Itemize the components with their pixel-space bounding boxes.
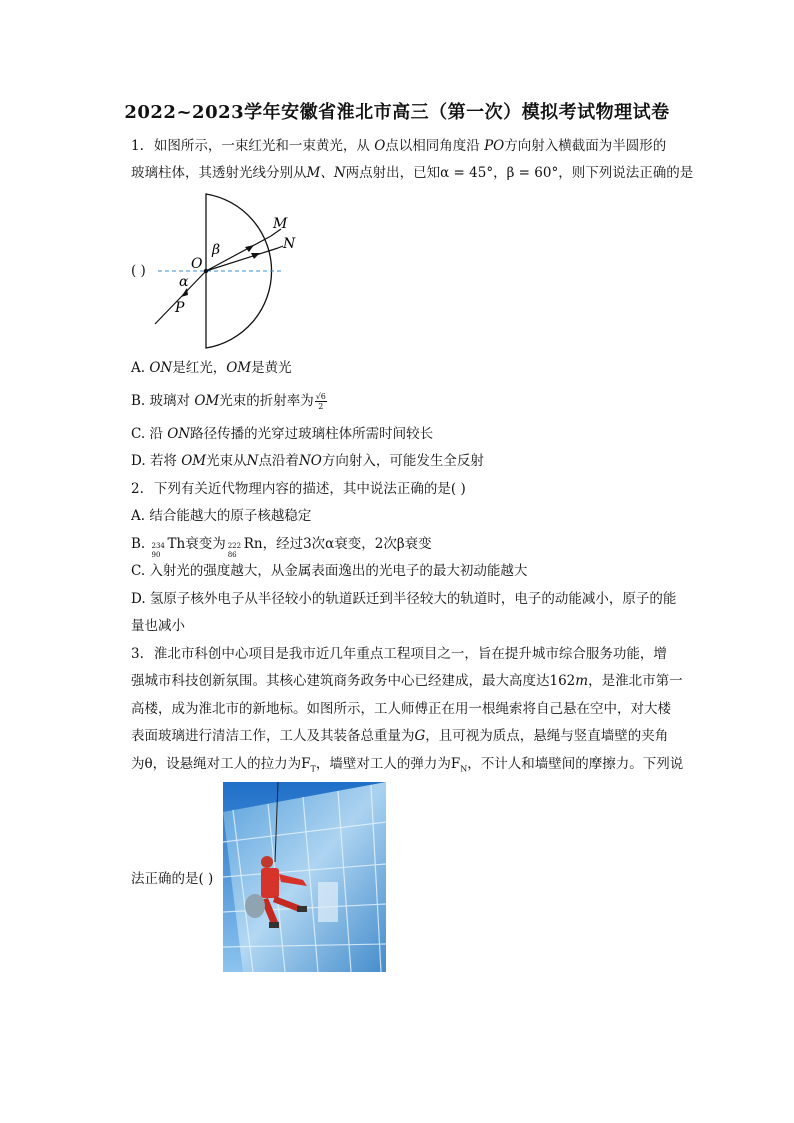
label-P: P (175, 300, 185, 316)
option-text: 是红光， (172, 360, 227, 376)
q1-text: 玻璃柱体，其透射光线分别从 (131, 165, 307, 181)
label-alpha: α (179, 274, 189, 290)
q2-stem (131, 479, 466, 499)
var-N: N (246, 453, 259, 469)
q1-text: 方向射入横截面为半圆形的 (504, 138, 667, 154)
refraction-diagram (143, 192, 323, 352)
q3-line1 (131, 644, 667, 664)
mass-number: 222 (227, 541, 242, 550)
q2-option-a: A. 结合能越大的原子核越稳定 (131, 508, 312, 524)
q1-number: 1. (131, 138, 144, 154)
var-OM: OM (194, 393, 220, 409)
height-value: 162 (549, 673, 576, 689)
q2-option-d-line2: 量也减小 (131, 618, 185, 634)
q3-text: 淮北市科创中心项目是我市近几年重点工程项目之一，旨在提升城市综合服务功能，增 (153, 646, 667, 662)
q3-text: 表面玻璃进行清洁工作，工人及其装备总重量为 (131, 728, 415, 744)
var-G: G (414, 728, 426, 744)
q2-number: 2. (131, 481, 144, 497)
option-text: 路径传播的光穿过玻璃柱体所需时间较长 (190, 426, 434, 442)
q1-option-d (131, 451, 484, 471)
q3-text: ，墙壁对工人的弹力为F (315, 756, 461, 772)
fraction-sqrt6-over-2 (315, 392, 327, 411)
q2-text: 下列有关近代物理内容的描述，其中说法正确的是( ) (153, 481, 466, 497)
option-text: 若将 (149, 453, 177, 469)
option-text: 方向射入，可能发生全反射 (321, 453, 484, 469)
q2-option-b (131, 534, 432, 559)
point-O (204, 269, 208, 273)
q2-option-c: C. 入射光的强度越大，从金属表面逸出的光电子的最大初动能越大 (131, 563, 528, 579)
q3-text: 为θ，设悬绳对工人的拉力为F (131, 756, 311, 772)
mass-number: 234 (151, 541, 165, 550)
var-ON: ON (149, 360, 173, 376)
nuclide-th (150, 537, 168, 559)
var-O: O (374, 138, 386, 154)
option-text: 光束的折射率为 (219, 393, 314, 409)
var-PO: PO (484, 138, 505, 154)
atomic-number: 86 (227, 550, 237, 559)
q3-text: ，不计人和墙壁间的摩擦力。下列说 (467, 756, 684, 772)
q3-line2 (131, 671, 683, 691)
option-label: B. (131, 393, 146, 409)
option-label: A. (131, 360, 146, 376)
option-text: 沿 (149, 426, 163, 442)
var-MN: M、N (306, 165, 346, 181)
q3-text: ，是淮北市第一 (588, 673, 683, 689)
atomic-number: 90 (151, 550, 161, 559)
option-label: D. (131, 453, 146, 469)
window-cleaner-photo (223, 782, 386, 972)
q1-option-a (131, 358, 292, 378)
q3-line5 (131, 754, 683, 780)
subscript-T: T (310, 764, 316, 774)
q1-answer-paren: ( ) (131, 263, 146, 279)
q1-text: 点以相同角度沿 (385, 138, 480, 154)
option-text: 是黄光 (251, 360, 292, 376)
var-NO: NO (298, 453, 322, 469)
q1-text: 两点射出，已知α = 45°，β = 60°，则下列说法正确的是 (345, 165, 694, 181)
option-text: 玻璃对 (149, 393, 191, 409)
q1-option-c (131, 424, 433, 444)
option-text: 点沿着 (258, 453, 299, 469)
q3-line6: 法正确的是( ) (131, 871, 214, 887)
q1-text: 如图所示，一束红光和一束黄光，从 (153, 138, 370, 154)
q1-stem-line2 (131, 163, 693, 183)
label-N: N (283, 236, 296, 252)
var-OM: OM (181, 453, 207, 469)
option-text: 光束从 (206, 453, 247, 469)
var-ON: ON (167, 426, 191, 442)
q3-line4 (131, 726, 668, 746)
q3-number: 3. (131, 646, 144, 662)
unit-m: m (575, 673, 589, 689)
q2-option-d-line1: D. 氢原子核外电子从半径较小的轨道跃迁到半径较大的轨道时，电子的动能减小，原子的能 (131, 591, 677, 607)
var-OM: OM (226, 360, 252, 376)
option-text: Rn，经过3次α衰变，2次β衰变 (243, 536, 432, 552)
q3-text: 强城市科技创新氛围。其核心建筑商务政务中心已经建成，最大高度达 (131, 673, 550, 689)
q1-option-b (131, 391, 327, 411)
option-label: B. (131, 536, 146, 552)
exam-title: 2022~2023学年安徽省淮北市高三（第一次）模拟考试物理试卷 (124, 102, 670, 123)
label-beta: β (212, 242, 221, 258)
option-label: C. (131, 426, 146, 442)
q3-text: ，且可视为质点，悬绳与竖直墙壁的夹角 (425, 728, 669, 744)
nuclide-rn (226, 537, 244, 559)
arrow-head (245, 245, 254, 252)
option-text: Th衰变为 (167, 536, 226, 552)
label-O: O (191, 256, 203, 272)
label-M: M (273, 216, 288, 232)
q3-line3: 高楼，成为淮北市的新地标。如图所示，工人师傅正在用一根绳索将自己悬在空中，对大楼 (131, 701, 671, 717)
subscript-N: N (460, 764, 468, 774)
denominator: 2 (318, 402, 324, 411)
q1-stem-line1 (131, 136, 666, 156)
numerator: √6 (315, 392, 326, 401)
